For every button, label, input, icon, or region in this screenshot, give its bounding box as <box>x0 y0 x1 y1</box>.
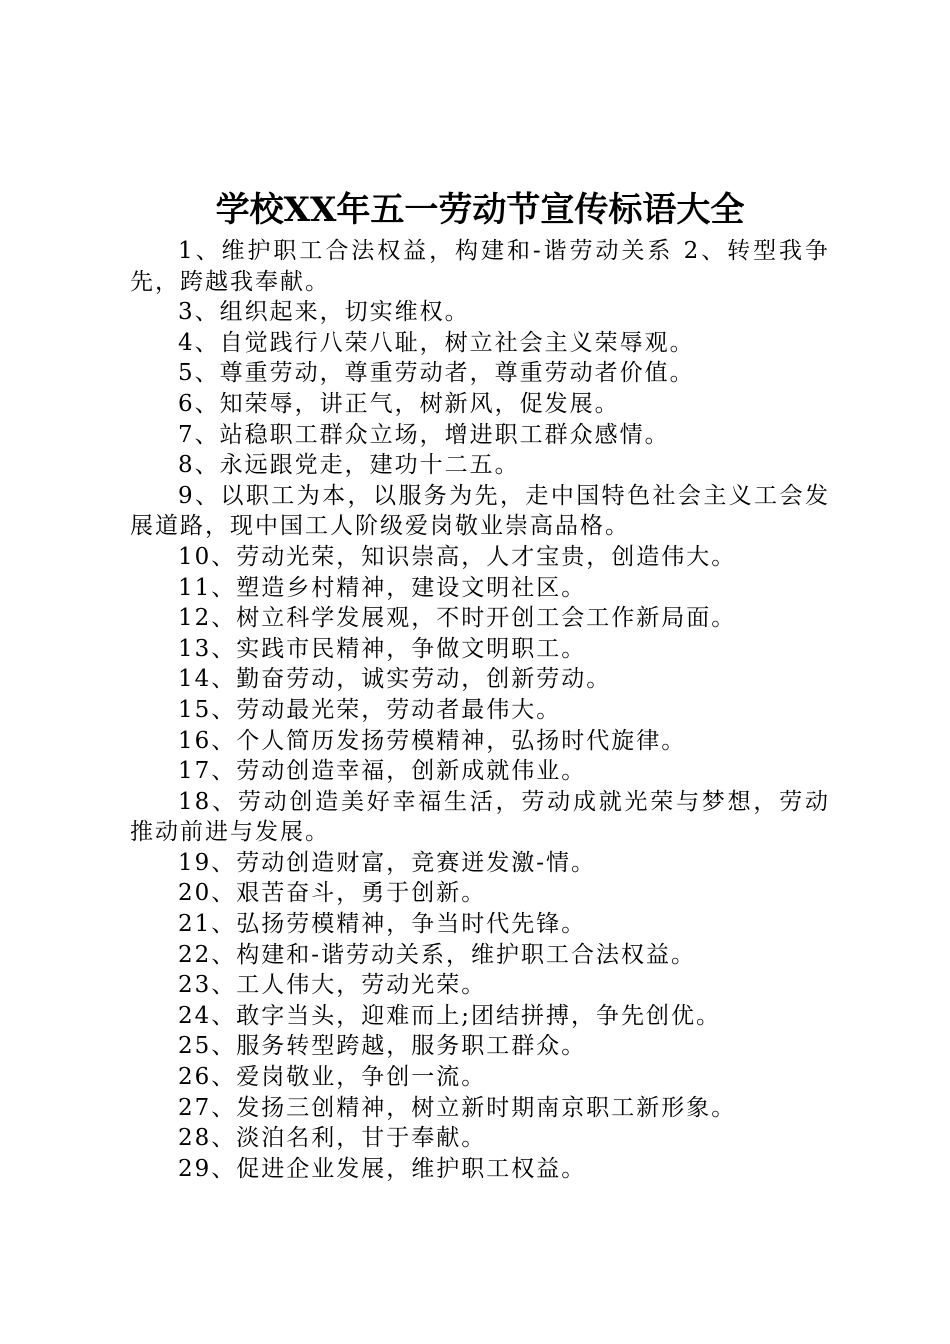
slogan-item-12: 12、树立科学发展观，不时开创工会工作新局面。 <box>178 605 737 632</box>
document-page <box>130 188 830 1184</box>
slogan-item-25: 25、服务转型跨越，服务职工群众。 <box>178 1033 587 1060</box>
slogan-item-10: 10、劳动光荣，知识崇高，人才宝贵，创造伟大。 <box>178 543 737 570</box>
slogan-item-26: 26、爱岗敬业，争创一流。 <box>178 1064 487 1091</box>
slogan-item-9: 9、以职工为本，以服务为先，走中国特色社会主义工会发展道路，现中国工人阶级爱岗敬业崇高品格。 <box>130 482 830 540</box>
slogan-item-6: 6、知荣辱，讲正气，树新风，促发展。 <box>178 390 620 417</box>
slogan-item-24: 24、敢字当头，迎难而上;团结拼搏，争先创优。 <box>178 1002 722 1029</box>
slogan-item-18: 18、劳动创造美好幸福生活，劳动成就光荣与梦想，劳动推动前进与发展。 <box>130 788 830 846</box>
slogan-item-8: 8、永远跟党走，建功十二五。 <box>178 452 520 479</box>
slogan-item-5: 5、尊重劳动，尊重劳动者，尊重劳动者价值。 <box>178 360 695 387</box>
slogan-item-15: 15、劳动最光荣，劳动者最伟大。 <box>178 696 562 723</box>
slogan-item-23: 23、工人伟大，劳动光荣。 <box>178 972 487 999</box>
slogan-item-13: 13、实践市民精神，争做文明职工。 <box>178 635 587 662</box>
slogan-list <box>130 236 830 1184</box>
slogan-item-19: 19、劳动创造财富，竞赛迸发激-情。 <box>178 849 597 876</box>
slogan-item-28: 28、淡泊名利，甘于奉献。 <box>178 1125 487 1152</box>
document-title: 学校XX年五一劳动节宣传标语大全 <box>215 190 745 230</box>
slogan-item-17: 17、劳动创造幸福，创新成就伟业。 <box>178 758 587 785</box>
slogan-item-20: 20、艰苦奋斗，勇于创新。 <box>178 880 487 907</box>
slogan-item-22: 22、构建和-谐劳动关系，维护职工合法权益。 <box>178 941 697 968</box>
slogan-item-7: 7、站稳职工群众立场，增进职工群众感情。 <box>178 421 670 448</box>
slogan-item-27: 27、发扬三创精神，树立新时期南京职工新形象。 <box>178 1094 737 1121</box>
slogan-item-4: 4、自觉践行八荣八耻，树立社会主义荣辱观。 <box>178 329 695 356</box>
slogan-item-14: 14、勤奋劳动，诚实劳动，创新劳动。 <box>178 666 612 693</box>
slogan-item-11: 11、塑造乡村精神，建设文明社区。 <box>178 574 587 601</box>
slogan-item-16: 16、个人简历发扬劳模精神，弘扬时代旋律。 <box>178 727 687 754</box>
slogan-item-1: 1、维护职工合法权益，构建和-谐劳动关系 2、转型我争先，跨越我奉献。 <box>130 238 830 295</box>
slogan-item-29: 29、促进企业发展，维护职工权益。 <box>178 1155 587 1182</box>
slogan-item-3: 3、组织起来，切实维权。 <box>178 299 470 326</box>
slogan-item-21: 21、弘扬劳模精神，争当时代先锋。 <box>178 911 587 938</box>
